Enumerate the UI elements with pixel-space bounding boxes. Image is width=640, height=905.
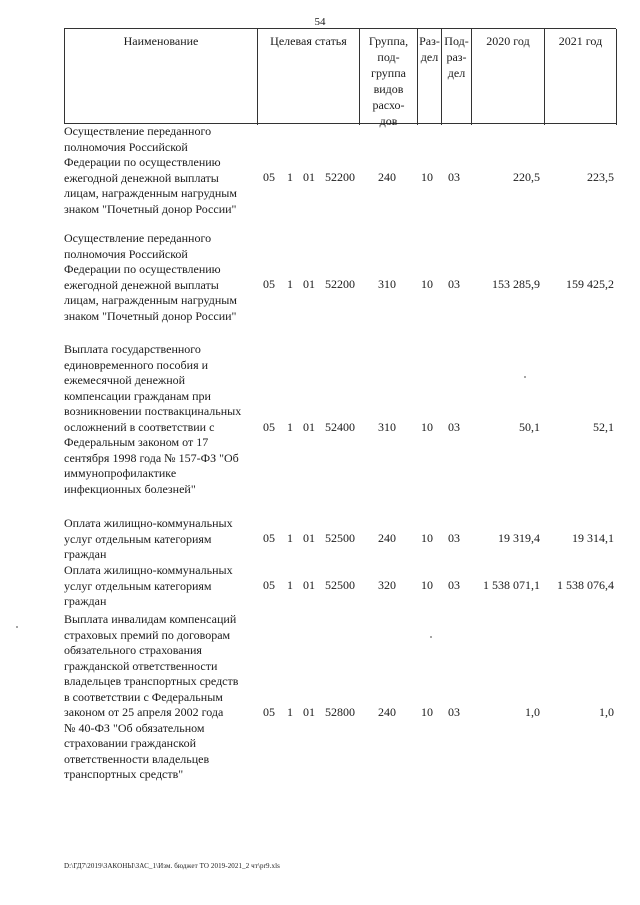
name-line: знаком "Почетный донор России" bbox=[64, 308, 237, 323]
name-line: граждан bbox=[64, 547, 107, 561]
program-code: 05 bbox=[263, 705, 275, 719]
name-line: Федеральным законом от 17 bbox=[64, 435, 209, 449]
header-2021: 2021 год bbox=[545, 29, 617, 125]
event-code: 01 bbox=[303, 531, 315, 545]
value-2021: 52,1 bbox=[593, 420, 614, 434]
header-podrazdel-line: раз- bbox=[446, 50, 467, 64]
direction-code: 52200 bbox=[325, 277, 355, 291]
expense-group: 310 bbox=[378, 420, 396, 434]
razdel: 10 bbox=[421, 531, 433, 545]
program-code: 05 bbox=[263, 277, 275, 291]
value-2020: 1,0 bbox=[525, 705, 540, 719]
subprogram-code: 1 bbox=[287, 170, 293, 184]
podrazdel: 03 bbox=[448, 578, 460, 592]
subprogram-code: 1 bbox=[287, 531, 293, 545]
value-2020: 220,5 bbox=[513, 170, 540, 184]
header-razdel-line: дел bbox=[420, 50, 439, 64]
name-line: Оплата жилищно-коммунальных bbox=[64, 563, 233, 577]
header-podrazdel-line: Под- bbox=[444, 34, 469, 48]
name-line: Выплата инвалидам компенсаций bbox=[64, 612, 237, 626]
direction-code: 52500 bbox=[325, 578, 355, 592]
subprogram-code: 1 bbox=[287, 705, 293, 719]
value-2020: 50,1 bbox=[519, 420, 540, 434]
name-line: инфекционных болезней" bbox=[64, 481, 196, 496]
header-razdel-line: Раз- bbox=[419, 34, 440, 48]
value-2020: 153 285,9 bbox=[492, 277, 540, 291]
subprogram-code: 1 bbox=[287, 277, 293, 291]
direction-code: 52800 bbox=[325, 705, 355, 719]
header-razdel bbox=[418, 29, 442, 125]
razdel: 10 bbox=[421, 277, 433, 291]
name-line: граждан bbox=[64, 594, 107, 608]
header-name: Наименование bbox=[65, 29, 258, 125]
name-line: услуг отдельным категориям bbox=[64, 531, 212, 546]
name-line: Федерации по осуществлению bbox=[64, 155, 221, 169]
row-name bbox=[64, 124, 258, 217]
program-code: 05 bbox=[263, 420, 275, 434]
name-line: возникновении поствакцинальных bbox=[64, 404, 242, 418]
event-code: 01 bbox=[303, 277, 315, 291]
name-line: лицам, награжденным нагрудным bbox=[64, 186, 237, 200]
header-group-line: видов bbox=[373, 82, 404, 96]
name-line: Осуществление переданного bbox=[64, 231, 212, 245]
file-path-footer: D:\ГД7\2019\ЗАКОНЫ\ЗАС_1\Изм. бюджет ТО 2019-2021_2 чт\pr9.xls bbox=[64, 862, 280, 870]
podrazdel: 03 bbox=[448, 531, 460, 545]
header-group-line: под- bbox=[377, 50, 400, 64]
direction-code: 52500 bbox=[325, 531, 355, 545]
name-line: услуг отдельным категориям bbox=[64, 578, 212, 593]
razdel: 10 bbox=[421, 420, 433, 434]
expense-group: 240 bbox=[378, 170, 396, 184]
name-line: сентября 1998 года № 157-ФЗ "Об bbox=[64, 450, 239, 465]
name-line: страховых премий по договорам bbox=[64, 627, 231, 642]
event-code: 01 bbox=[303, 705, 315, 719]
header-podrazdel-line: дел bbox=[447, 66, 466, 80]
name-line: Федерации по осуществлению bbox=[64, 262, 221, 276]
expense-group: 240 bbox=[378, 531, 396, 545]
podrazdel: 03 bbox=[448, 170, 460, 184]
subprogram-code: 1 bbox=[287, 420, 293, 434]
name-line: ежегодной денежной выплаты bbox=[64, 277, 219, 292]
scan-speck bbox=[524, 376, 526, 378]
name-line: гражданской ответственности bbox=[64, 658, 218, 673]
row-name bbox=[64, 342, 258, 497]
scan-speck bbox=[16, 626, 18, 628]
name-line: Осуществление переданного bbox=[64, 124, 212, 138]
name-line: компенсации гражданам при bbox=[64, 388, 211, 403]
name-line: полномочия Российской bbox=[64, 139, 188, 154]
name-line: Выплата государственного bbox=[64, 342, 201, 356]
event-code: 01 bbox=[303, 170, 315, 184]
event-code: 01 bbox=[303, 420, 315, 434]
name-line: ежемесячной денежной bbox=[64, 373, 186, 387]
direction-code: 52400 bbox=[325, 420, 355, 434]
program-code: 05 bbox=[263, 531, 275, 545]
podrazdel: 03 bbox=[448, 277, 460, 291]
name-line: ежегодной денежной выплаты bbox=[64, 170, 219, 185]
header-podrazdel bbox=[442, 29, 472, 125]
header-expense-group bbox=[360, 29, 418, 128]
name-line: законом от 25 апреля 2002 года bbox=[64, 705, 224, 719]
name-line: лицам, награжденным нагрудным bbox=[64, 293, 237, 307]
name-line: в соответствии с Федеральным bbox=[64, 689, 223, 704]
row-name bbox=[64, 516, 258, 563]
name-line: № 40-ФЗ "Об обязательном bbox=[64, 720, 205, 735]
header-target-article: Целевая статья bbox=[258, 29, 360, 125]
page-number: 54 bbox=[314, 16, 326, 28]
subprogram-code: 1 bbox=[287, 578, 293, 592]
program-code: 05 bbox=[263, 170, 275, 184]
name-line: Оплата жилищно-коммунальных bbox=[64, 516, 233, 530]
name-line: ответственности владельцев bbox=[64, 751, 210, 766]
name-line: транспортных средств" bbox=[64, 767, 184, 781]
value-2021: 1,0 bbox=[599, 705, 614, 719]
header-2020: 2020 год bbox=[472, 29, 545, 125]
value-2021: 1 538 076,4 bbox=[557, 578, 614, 592]
name-line: знаком "Почетный донор России" bbox=[64, 201, 237, 216]
value-2020: 19 319,4 bbox=[498, 531, 540, 545]
expense-group: 310 bbox=[378, 277, 396, 291]
name-line: страховании гражданской bbox=[64, 736, 197, 750]
name-line: иммунопрофилактике bbox=[64, 466, 177, 480]
row-name bbox=[64, 231, 258, 324]
name-line: осложнений в соответствии с bbox=[64, 419, 215, 434]
row-name bbox=[64, 563, 258, 610]
name-line: полномочия Российской bbox=[64, 246, 188, 261]
expense-group: 240 bbox=[378, 705, 396, 719]
name-line: обязательного страхования bbox=[64, 643, 202, 657]
razdel: 10 bbox=[421, 170, 433, 184]
row-name bbox=[64, 612, 258, 783]
podrazdel: 03 bbox=[448, 705, 460, 719]
name-line: владельцев транспортных средств bbox=[64, 674, 239, 688]
direction-code: 52200 bbox=[325, 170, 355, 184]
scan-speck bbox=[430, 636, 432, 638]
header-group-line: группа bbox=[371, 66, 406, 80]
name-line: единовременного пособия и bbox=[64, 357, 209, 372]
razdel: 10 bbox=[421, 578, 433, 592]
event-code: 01 bbox=[303, 578, 315, 592]
table-header bbox=[64, 28, 616, 128]
value-2020: 1 538 071,1 bbox=[483, 578, 540, 592]
value-2021: 19 314,1 bbox=[572, 531, 614, 545]
value-2021: 223,5 bbox=[587, 170, 614, 184]
header-group-line: дов bbox=[379, 114, 398, 128]
header-group-line: Группа, bbox=[368, 34, 409, 48]
podrazdel: 03 bbox=[448, 420, 460, 434]
razdel: 10 bbox=[421, 705, 433, 719]
header-group-line: расхо- bbox=[372, 98, 405, 112]
value-2021: 159 425,2 bbox=[566, 277, 614, 291]
expense-group: 320 bbox=[378, 578, 396, 592]
program-code: 05 bbox=[263, 578, 275, 592]
